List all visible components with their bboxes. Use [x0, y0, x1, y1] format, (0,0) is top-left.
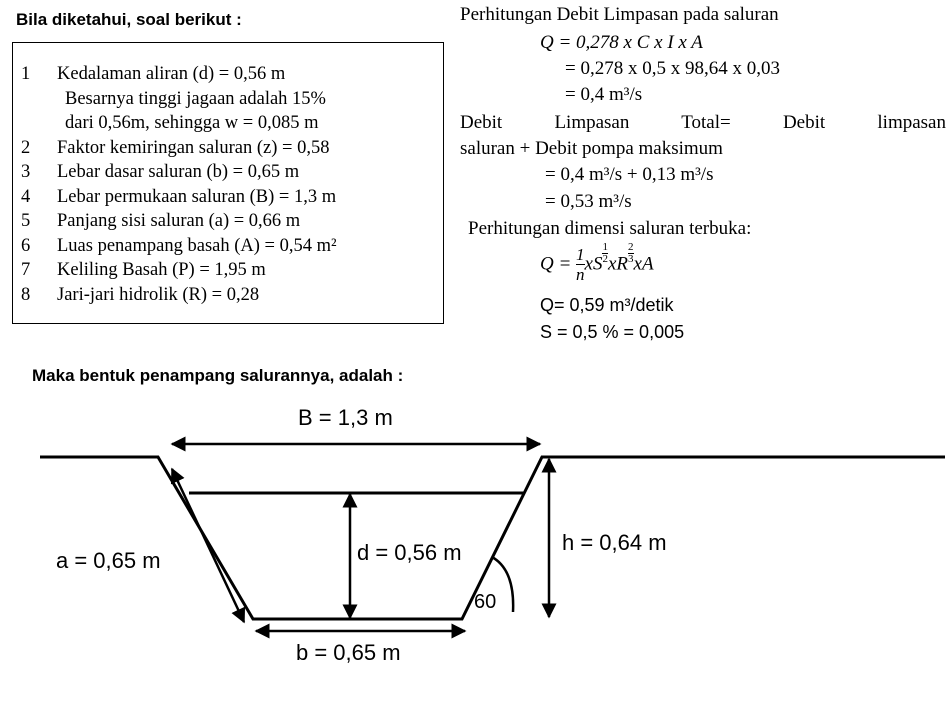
calc-step: = 0,53 m³/s: [545, 191, 632, 212]
calc-s-value: S = 0,5 % = 0,005: [540, 322, 685, 342]
given-item: 3 Lebar dasar saluran (b) = 0,65 m: [21, 162, 300, 182]
given-item-continuation: dari 0,56m, sehingga w = 0,085 m: [65, 113, 319, 133]
calc-step: = 0,278 x 0,5 x 98,64 x 0,03: [565, 58, 780, 79]
label-angle: 60: [474, 591, 497, 613]
calc-formula-rational: Q = 0,278 x C x I x A: [540, 32, 703, 53]
calc-total-line: Debit Limpasan Total= Debit limpasan: [460, 112, 946, 133]
given-item-continuation: Besarnya tinggi jagaan adalah 15%: [65, 89, 326, 109]
given-heading: Bila diketahui, soal berikut :: [16, 10, 242, 29]
given-item: 6 Luas penampang basah (A) = 0,54 m²: [21, 236, 337, 256]
given-item: 7 Keliling Basah (P) = 1,95 m: [21, 260, 266, 280]
calc-total-line: saluran + Debit pompa maksimum: [460, 138, 723, 159]
manning-formula: Q = $\frac{1}{n}$ xS $\frac{1}{2}$ xR $\frac{2}{3}$ xA: [540, 241, 654, 285]
label-top-width: B = 1,3 m: [298, 405, 393, 430]
calc-q-value: Q= 0,59 m³/detik: [540, 295, 674, 315]
calc-step: = 0,4 m³/s: [565, 84, 643, 105]
calc-title-runoff: Perhitungan Debit Limpasan pada saluran: [460, 4, 779, 25]
given-item: 8 Jari-jari hidrolik (R) = 0,28: [21, 285, 260, 305]
label-bottom-width: b = 0,65 m: [296, 640, 401, 665]
shape-heading: Maka bentuk penampang salurannya, adalah :: [32, 366, 404, 385]
label-side-length: a = 0,65 m: [56, 548, 161, 573]
given-item: 5 Panjang sisi saluran (a) = 0,66 m: [21, 211, 301, 231]
label-depth: d = 0,56 m: [357, 540, 462, 565]
given-item: 4 Lebar permukaan saluran (B) = 1,3 m: [21, 187, 337, 207]
label-height: h = 0,64 m: [562, 530, 667, 555]
calc-step: = 0,4 m³/s + 0,13 m³/s: [545, 164, 714, 185]
calc-title-dimension: Perhitungan dimensi saluran terbuka:: [468, 218, 752, 239]
given-item: 1 Kedalaman aliran (d) = 0,56 m: [21, 64, 286, 84]
given-item: 2 Faktor kemiringan saluran (z) = 0,58: [21, 138, 330, 158]
